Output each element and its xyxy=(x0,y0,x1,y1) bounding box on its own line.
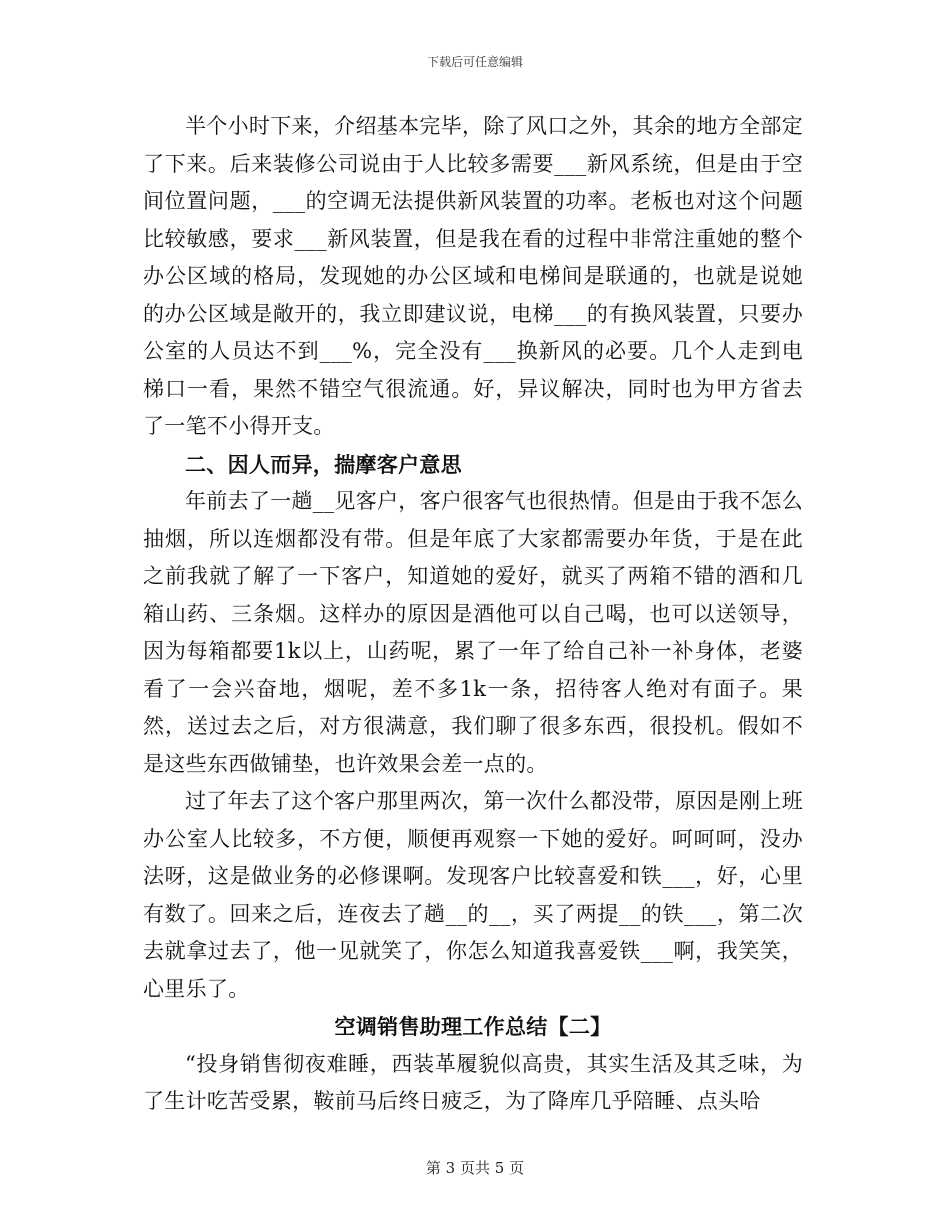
paragraph-gifts: 年前去了一趟__见客户，客户很客气也很热情。但是由于我不怎么抽烟，所以连烟都没有带。但是年底了大家都需要办年货，于是在此之前我就了解了一下客户，知道她的爱好，就买了两箱不错的酒和几箱山药、三条烟。这样办的原因是酒他可以自己喝，也可以送领导，因为每箱都要1k以上，山药呢，累了一年了给自己补一补身体，老婆看了一会兴奋地，烟呢，差不多1k一条，招待客人绝对有面子。果然，送过去之后，对方很满意，我们聊了很多东西，很投机。假如不是这些东西做铺垫，也许效果会差一点的。 xyxy=(143,489,803,776)
section-heading: 二、因人而异，揣摩客户意思 xyxy=(185,451,462,477)
page-header: 下载后可任意编辑 xyxy=(426,55,523,69)
paragraph-ventilation: 半个小时下来，介绍基本完毕，除了风口之外，其余的地方全部定了下来。后来装修公司说由于人比较多需要___新风系统，但是由于空间位置问题，___的空调无法提供新风装置的功率。老板也对这个问题比较敏感，要求___新风装置，但是我在看的过程中非常注重她的整个办公区域的格局，发现她的办公区域和电梯间是联通的，也就是说她的办公区域是敞开的，我立即建议说，电梯___的有换风装置，只要办公室的人员达不到___%，完全没有___换新风的必要。几个人走到电梯口一看，果然不错空气很流通。好，异议解决，同时也为甲方省去了一笔不小得开支。 xyxy=(143,114,803,438)
document-body xyxy=(143,108,803,1121)
paragraph-tea: 过了年去了这个客户那里两次，第一次什么都没带，原因是刚上班办公室人比较多，不方便，顺便再观察一下她的爱好。呵呵呵，没办法呀，这是做业务的必修课啊。发现客户比较喜爱和铁___，好，心里有数了。回来之后，连夜去了趟__的__，买了两提__的铁___，第二次去就拿过去了，他一见就笑了，你怎么知道我喜爱铁___啊，我笑笑，心里乐了。 xyxy=(143,789,803,1001)
article-title: 空调销售助理工作总结【二】 xyxy=(334,1014,612,1039)
page-footer: 第 3 页共 5 页 xyxy=(425,1159,525,1177)
paragraph-poem: “投身销售彻夜难睡，西装革履貌似高贵，其实生活及其乏味，为了生计吃苦受累，鞍前马后终日疲乏，为了降库几乎陪睡、点头哈 xyxy=(143,1051,803,1113)
